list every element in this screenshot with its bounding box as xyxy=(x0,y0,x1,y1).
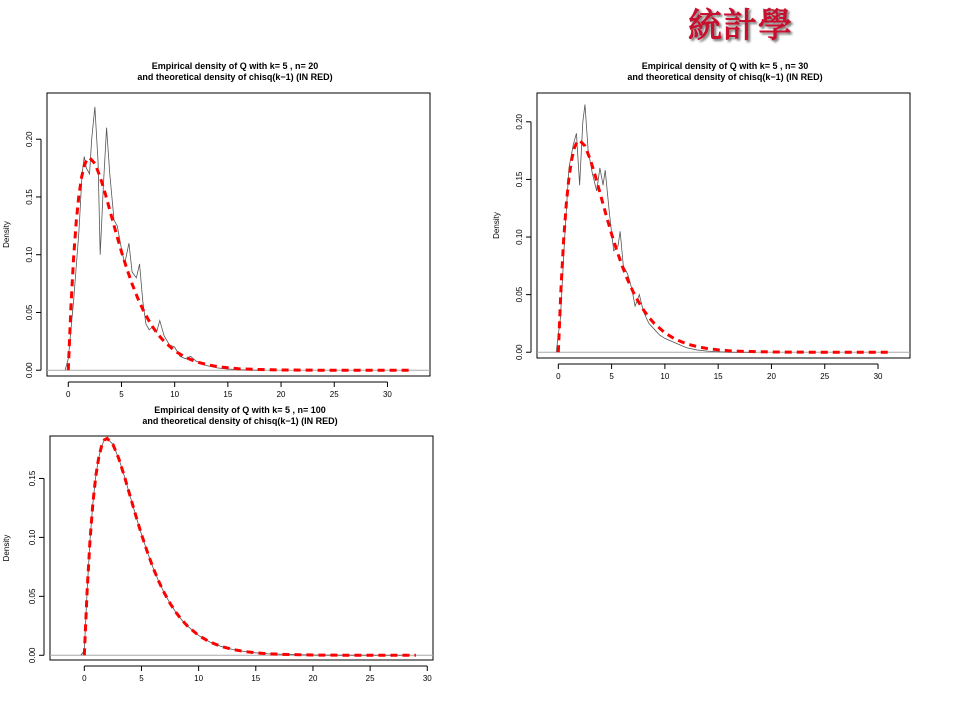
x-tick-label: 15 xyxy=(223,390,233,399)
x-tick-label: 25 xyxy=(365,674,375,683)
x-tick-label: 0 xyxy=(66,390,71,399)
y-tick-label: 0.05 xyxy=(25,304,34,321)
x-tick-label: 30 xyxy=(422,674,432,683)
x-tick-label: 5 xyxy=(609,372,614,381)
empirical-density-line xyxy=(81,438,410,655)
x-tick-label: 20 xyxy=(767,372,776,381)
density-chart-n100 xyxy=(0,403,440,683)
y-axis-label: Density xyxy=(492,212,501,239)
x-tick-label: 20 xyxy=(276,390,286,399)
chart-subtitle: and theoretical density of chisq(k−1) (IN RED) xyxy=(142,416,338,426)
chart-title: Empirical density of Q with k= 5 , n= 20 xyxy=(151,61,319,71)
y-tick-label: 0.10 xyxy=(515,229,524,245)
y-tick-label: 0.15 xyxy=(25,189,34,205)
empirical-density-line xyxy=(65,107,260,370)
theoretical-density-line xyxy=(558,140,888,352)
x-tick-label: 5 xyxy=(119,390,124,399)
theoretical-density-line xyxy=(84,438,416,655)
x-tick-label: 0 xyxy=(556,372,561,381)
theoretical-density-line xyxy=(68,158,408,370)
y-tick-label: 0.20 xyxy=(25,131,34,147)
y-tick-label: 0.20 xyxy=(515,114,524,130)
chart-panel-n20 xyxy=(0,55,440,405)
x-tick-label: 20 xyxy=(308,674,318,683)
plot-frame xyxy=(537,93,910,358)
y-tick-label: 0.00 xyxy=(25,362,34,379)
y-tick-label: 0.00 xyxy=(515,344,524,361)
chart-title: Empirical density of Q with k= 5 , n= 30 xyxy=(641,61,809,71)
y-tick-label: 0.05 xyxy=(515,286,524,303)
chart-panel-n100 xyxy=(0,403,440,683)
x-tick-label: 10 xyxy=(660,372,670,381)
chart-panel-n30 xyxy=(490,55,920,395)
x-tick-label: 5 xyxy=(139,674,144,683)
x-tick-label: 10 xyxy=(170,390,180,399)
x-tick-label: 15 xyxy=(251,674,261,683)
x-tick-label: 30 xyxy=(382,390,392,399)
y-tick-label: 0.10 xyxy=(28,529,37,546)
x-tick-label: 25 xyxy=(329,390,339,399)
empirical-density-line xyxy=(556,105,750,353)
plot-frame xyxy=(50,436,433,660)
chart-title: Empirical density of Q with k= 5 , n= 100 xyxy=(154,405,326,415)
x-tick-label: 30 xyxy=(873,372,883,381)
density-chart-n20 xyxy=(0,55,440,405)
x-tick-label: 15 xyxy=(713,372,723,381)
chart-subtitle: and theoretical density of chisq(k−1) (IN RED) xyxy=(137,72,333,82)
y-axis-label: Density xyxy=(2,221,11,248)
x-tick-label: 25 xyxy=(820,372,830,381)
y-tick-label: 0.10 xyxy=(25,246,34,263)
x-tick-label: 0 xyxy=(82,674,87,683)
slide-title: 統計學 xyxy=(688,6,793,46)
y-tick-label: 0.15 xyxy=(515,171,524,188)
y-tick-label: 0.05 xyxy=(28,588,37,605)
y-tick-label: 0.15 xyxy=(28,470,37,487)
y-axis-label: Density xyxy=(2,534,11,562)
x-tick-label: 10 xyxy=(194,674,204,683)
density-chart-n30 xyxy=(490,55,920,395)
plot-frame xyxy=(47,93,430,376)
y-tick-label: 0.00 xyxy=(28,647,37,664)
chart-subtitle: and theoretical density of chisq(k−1) (IN RED) xyxy=(627,72,823,82)
